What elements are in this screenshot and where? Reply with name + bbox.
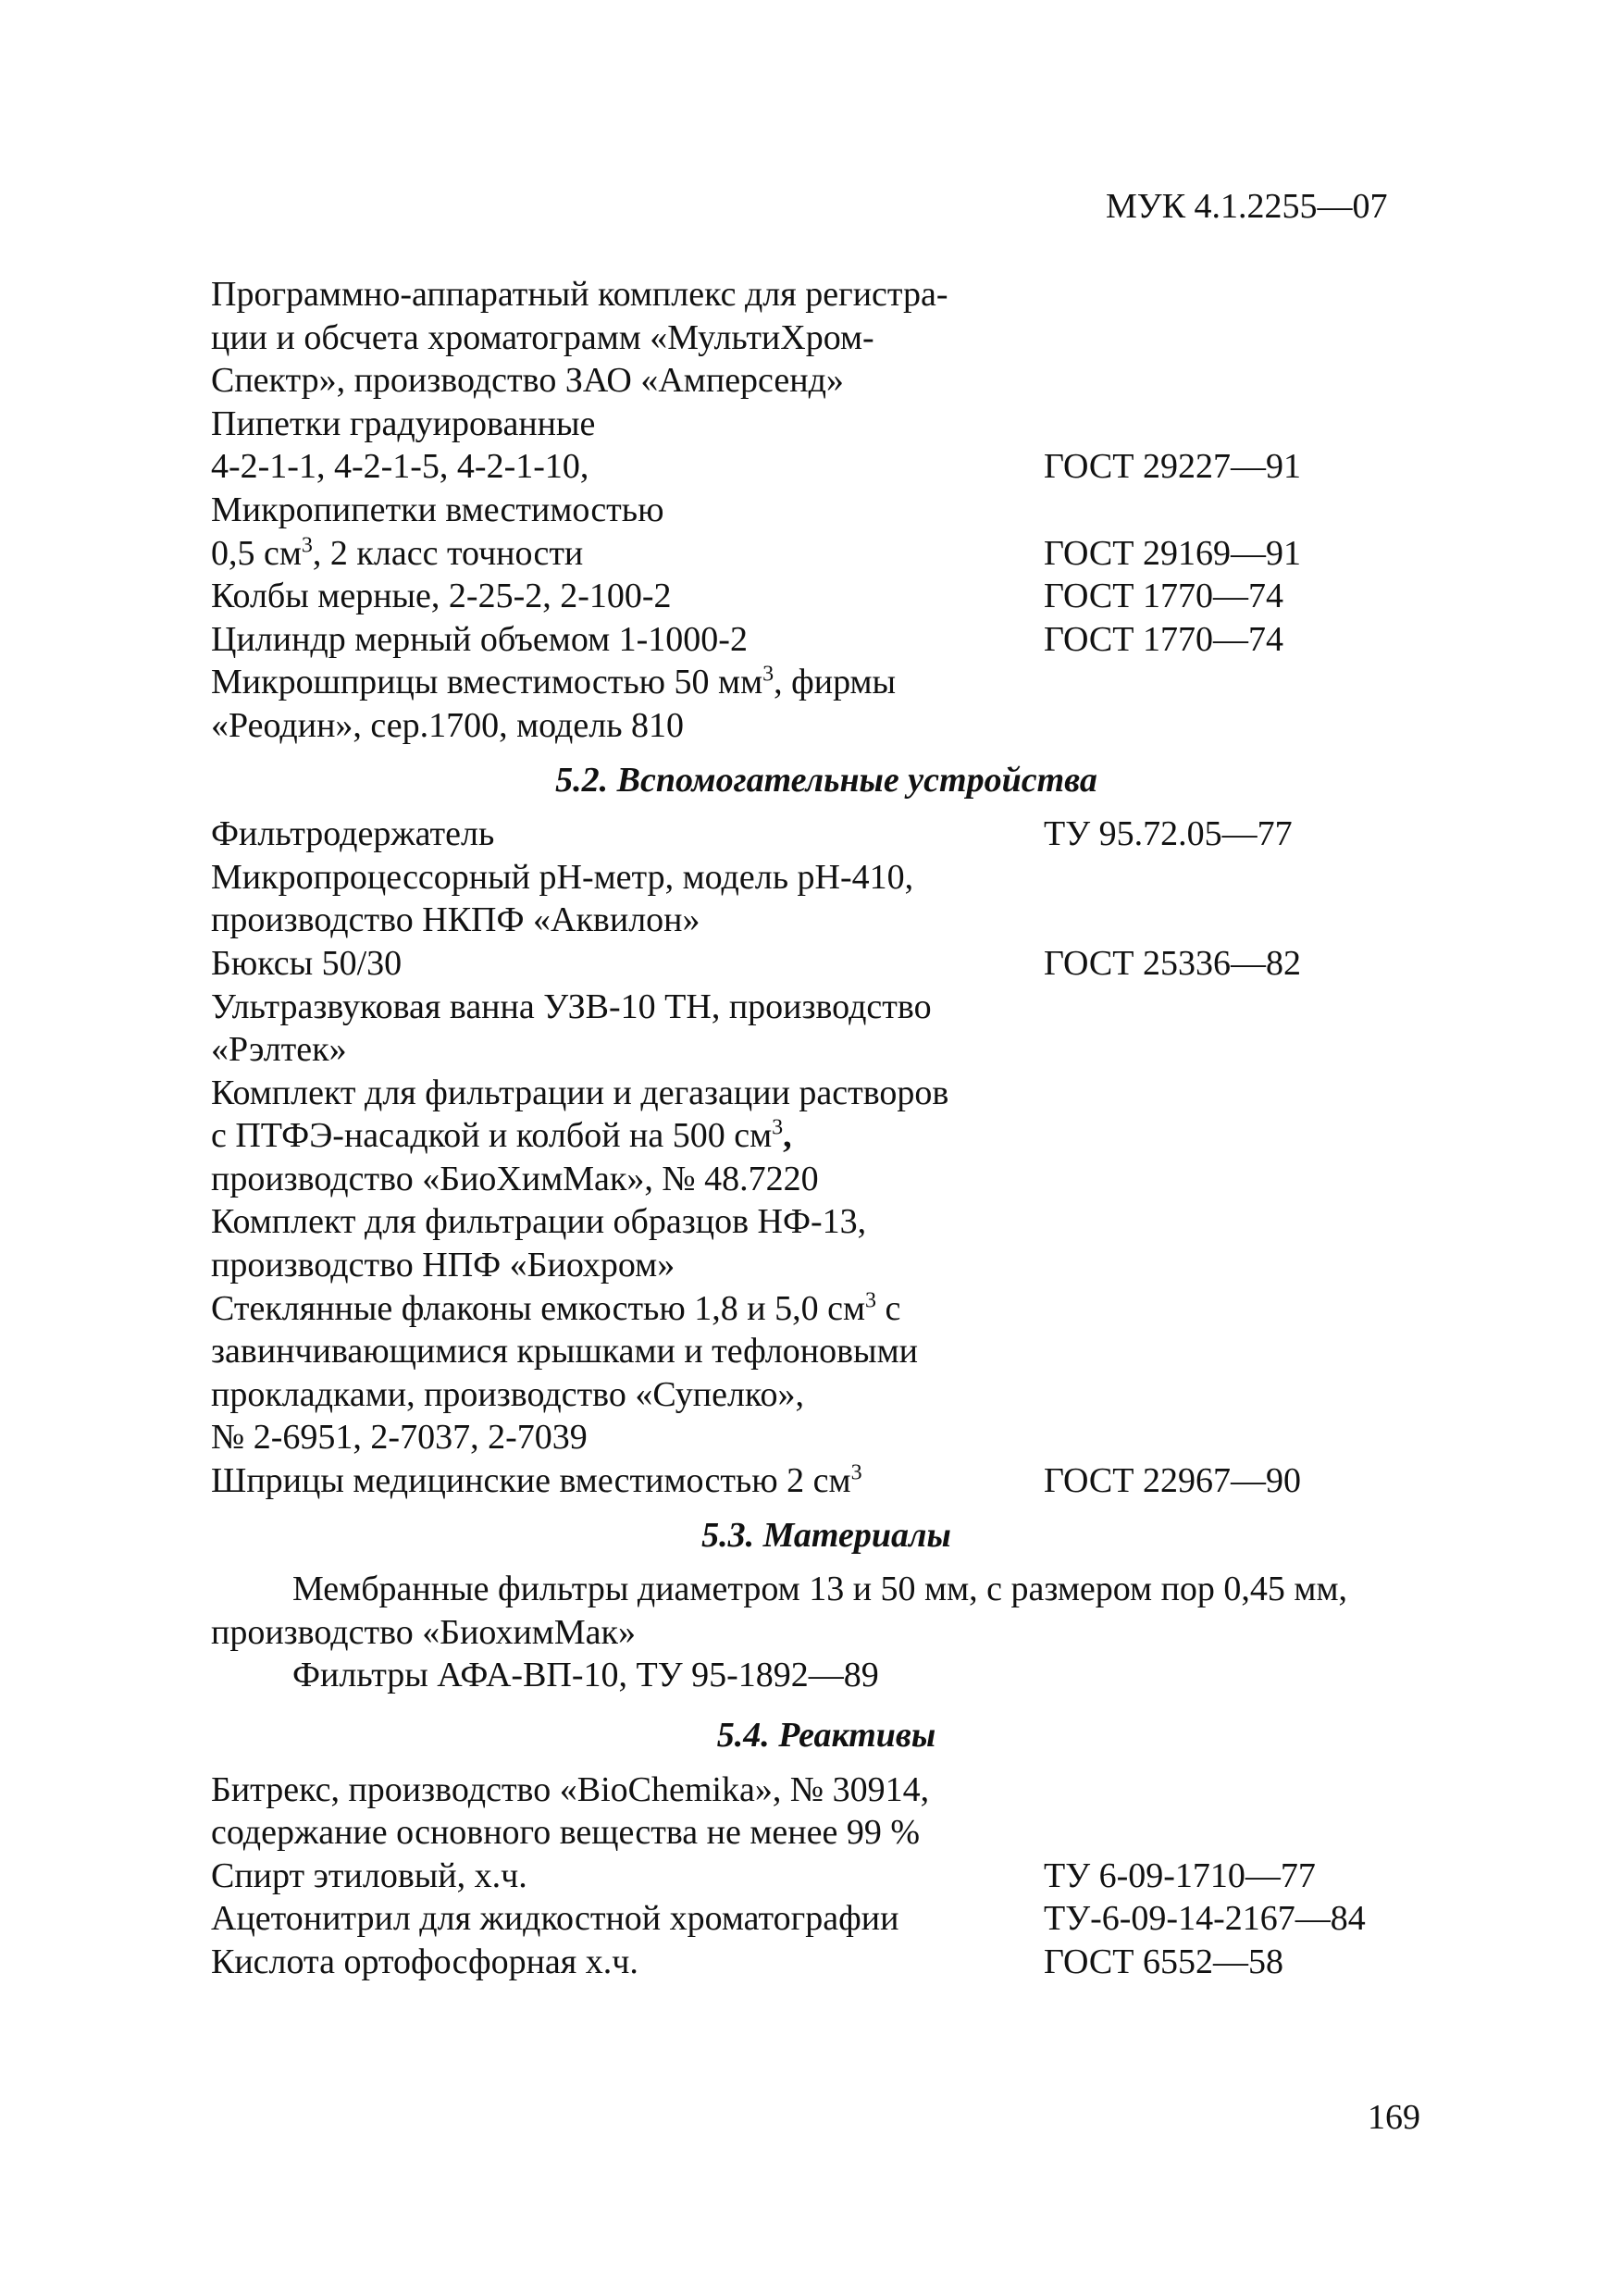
superscript: 3 [772,1115,784,1140]
list-item [211,316,1442,360]
item-text: Пипетки градуированные [211,403,596,443]
superscript: 3 [301,532,313,557]
superscript: 3 [865,1288,877,1312]
list-item [211,575,1442,618]
list-item [211,532,1442,576]
list-item [211,1855,1442,1898]
auxiliary-devices-list [211,813,1442,1503]
list-item [211,986,1442,1029]
list-item [211,1330,1442,1373]
item-text: Колбы мерные, 2-25-2, 2-100-2 [211,577,672,616]
item-standard: ГОСТ 22967—90 [1044,1461,1301,1501]
item-standard: ТУ 6-09-1710—77 [1044,1855,1316,1895]
item-text-part: , фирмы [774,663,897,702]
reagents-list [211,1769,1442,1984]
item-text-part: Шприцы медицинские вместимостью 2 см [211,1461,851,1501]
superscript: 3 [850,1460,862,1485]
item-text-part: Стеклянные флаконы емкостью 1,8 и 5,0 см [211,1288,866,1328]
item-text [211,534,583,573]
item-text: завинчивающимися крышками и тефлоновыми [211,1332,918,1371]
paragraph-line: производство «БиохимМак» [211,1612,636,1652]
item-text-part: , 2 класс точности [312,533,584,573]
item-standard: ГОСТ 6552—58 [1044,1942,1283,1981]
materials-text [211,1568,1442,1697]
list-item [211,1200,1442,1244]
item-text: Ультразвуковая ванна УЗВ-10 ТН, производство [211,987,932,1026]
list-item [211,661,1442,704]
list-item [211,1811,1442,1855]
item-text: «Реодин», сер.1700, модель 810 [211,705,685,745]
list-item [211,704,1442,748]
item-text: Битрекс, производство «BioChemika», № 30914, [211,1769,930,1809]
list-item [211,1373,1442,1417]
item-standard: ТУ-6-09-14-2167—84 [1044,1899,1366,1939]
item-text: Цилиндр мерный объемом 1-1000-2 [211,619,748,659]
item-text-part: , [783,1116,792,1156]
item-text: Кислота ортофосфорная х.ч. [211,1942,638,1981]
list-item [211,1416,1442,1459]
list-item [211,1941,1442,1984]
item-text: Комплект для фильтрации образцов НФ-13, [211,1202,867,1242]
item-text: Бюксы 50/30 [211,943,403,983]
section-heading-materials: 5.3. Материалы [701,1515,951,1555]
item-text: производство НКПФ «Аквилон» [211,900,700,940]
item-standard: ГОСТ 1770—74 [1044,577,1283,616]
list-item [211,813,1442,856]
item-standard: ГОСТ 29227—91 [1044,447,1301,487]
item-text: Спирт этиловый, х.ч. [211,1855,527,1895]
list-item [211,1158,1442,1201]
item-text: «Рэлтек» [211,1030,347,1070]
equipment-list [211,273,1442,748]
item-text: № 2-6951, 2-7037, 2-7039 [211,1418,588,1458]
item-standard: ГОСТ 29169—91 [1044,533,1301,573]
item-standard: ТУ 95.72.05—77 [1044,814,1293,854]
item-text: Комплект для фильтрации и дегазации растворов [211,1073,949,1112]
page-number: 169 [1368,2098,1420,2137]
item-text [211,1116,792,1155]
item-text: 4-2-1-1, 4-2-1-5, 4-2-1-10, [211,447,589,487]
item-text: Ацетонитрил для жидкостной хроматографии [211,1899,899,1939]
item-text: Микропипетки вместимостью [211,490,664,529]
item-text: прокладками, производство «Супелко», [211,1374,804,1414]
paragraph-line: Фильтры АФА-ВП-10, ТУ 95-1892—89 [292,1656,879,1695]
item-text-part: Микрошприцы вместимостью 50 мм [211,663,763,702]
item-standard: ГОСТ 25336—82 [1044,943,1301,983]
superscript: 3 [762,662,774,687]
list-item [211,403,1442,446]
list-item [211,856,1442,900]
item-text: ции и обсчета хроматограмм «МультиХром- [211,317,874,357]
item-text [211,663,896,701]
item-text: производство НПФ «Биохром» [211,1246,675,1285]
list-item [211,1459,1442,1503]
list-item [211,445,1442,489]
list-item [211,273,1442,316]
item-text: Программно-аппаратный комплекс для регистра- [211,275,948,314]
item-text: содержание основного вещества не менее 99 % [211,1813,920,1853]
list-item [211,618,1442,662]
document-code-header: МУК 4.1.2255—07 [1106,187,1388,226]
paragraph-line: Мембранные фильтры диаметром 13 и 50 мм, с размером пор 0,45 мм, [292,1570,1348,1609]
item-text [211,1461,862,1500]
list-item [211,1072,1442,1115]
item-standard: ГОСТ 1770—74 [1044,619,1283,659]
item-text-part: с [876,1288,901,1328]
item-text: производство «БиоХимМак», № 48.7220 [211,1159,819,1198]
item-text-part: 0,5 см [211,533,302,573]
item-text: Спектр», производство ЗАО «Амперсенд» [211,361,844,401]
item-text [211,1289,900,1328]
list-item [211,489,1442,532]
page-content [211,273,1442,1984]
list-item [211,1028,1442,1072]
item-text: Фильтродержатель [211,814,495,854]
list-item [211,1287,1442,1331]
item-text-part: с ПТФЭ-насадкой и колбой на 500 см [211,1116,773,1156]
item-text: Микропроцессорный pH-метр, модель pH-410, [211,857,914,897]
section-heading-reagents: 5.4. Реактивы [716,1716,936,1755]
section-heading-auxiliary-devices: 5.2. Вспомогательные устройства [555,760,1097,800]
list-item [211,1769,1442,1812]
list-item [211,1114,1442,1158]
list-item [211,1897,1442,1941]
list-item [211,359,1442,403]
list-item [211,942,1442,986]
list-item [211,1244,1442,1287]
list-item [211,899,1442,942]
